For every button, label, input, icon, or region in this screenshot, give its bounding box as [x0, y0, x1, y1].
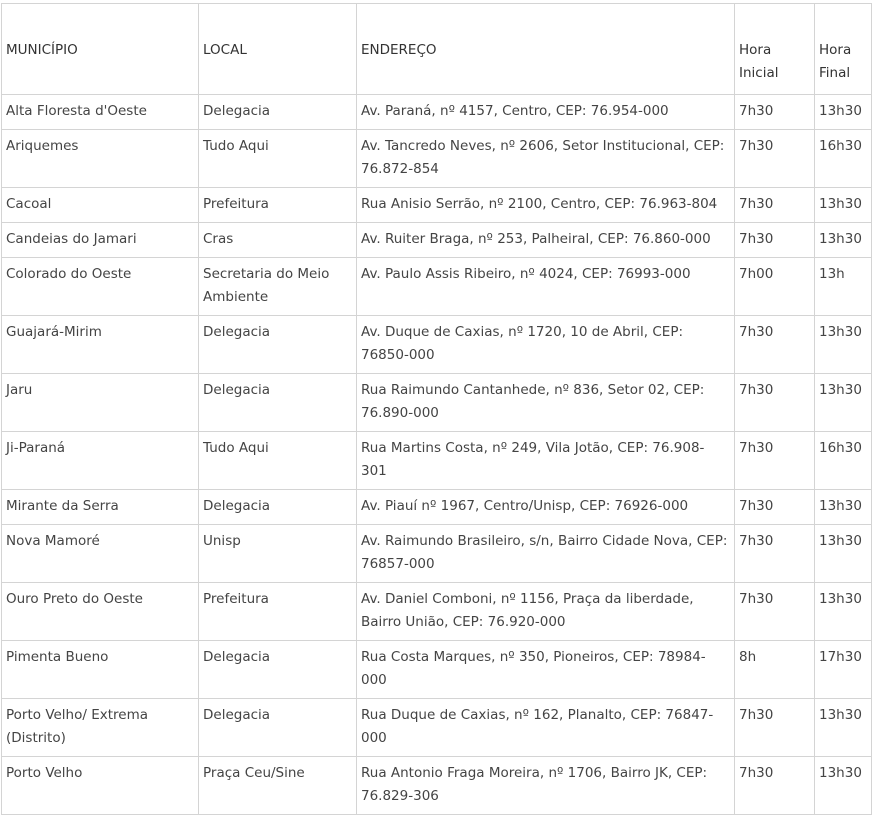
cell-local: Delegacia — [199, 490, 357, 525]
cell-hora-final: 13h30 — [815, 583, 872, 641]
table-row — [2, 757, 872, 815]
cell-municipio: Ouro Preto do Oeste — [2, 583, 199, 641]
cell-municipio: Ji-Paraná — [2, 432, 199, 490]
table-body — [2, 95, 872, 815]
table-row — [2, 188, 872, 223]
cell-endereco: Av. Paulo Assis Ribeiro, nº 4024, CEP: 76993-000 — [357, 258, 735, 316]
header-hora-inicial: Hora Inicial — [735, 4, 815, 95]
cell-hora-inicial: 7h30 — [735, 130, 815, 188]
cell-hora-final: 16h30 — [815, 130, 872, 188]
cell-hora-inicial: 7h30 — [735, 223, 815, 258]
cell-hora-inicial: 7h30 — [735, 188, 815, 223]
cell-municipio: Guajará-Mirim — [2, 316, 199, 374]
cell-endereco: Rua Duque de Caxias, nº 162, Planalto, CEP: 76847-000 — [357, 699, 735, 757]
cell-endereco: Rua Raimundo Cantanhede, nº 836, Setor 02, CEP: 76.890-000 — [357, 374, 735, 432]
header-municipio: MUNICÍPIO — [2, 4, 199, 95]
cell-municipio: Jaru — [2, 374, 199, 432]
cell-endereco: Rua Costa Marques, nº 350, Pioneiros, CEP: 78984-000 — [357, 641, 735, 699]
schedule-table — [1, 3, 872, 815]
cell-municipio: Ariquemes — [2, 130, 199, 188]
cell-hora-inicial: 7h30 — [735, 316, 815, 374]
cell-local: Tudo Aqui — [199, 432, 357, 490]
cell-endereco: Rua Antonio Fraga Moreira, nº 1706, Bairro JK, CEP: 76.829-306 — [357, 757, 735, 815]
cell-hora-inicial: 7h30 — [735, 95, 815, 130]
cell-hora-final: 17h30 — [815, 641, 872, 699]
table-row — [2, 525, 872, 583]
cell-endereco: Av. Raimundo Brasileiro, s/n, Bairro Cidade Nova, CEP: 76857-000 — [357, 525, 735, 583]
cell-municipio: Candeias do Jamari — [2, 223, 199, 258]
header-local: LOCAL — [199, 4, 357, 95]
cell-local: Delegacia — [199, 641, 357, 699]
table-row — [2, 432, 872, 490]
cell-hora-final: 13h30 — [815, 525, 872, 583]
cell-endereco: Av. Daniel Comboni, nº 1156, Praça da liberdade, Bairro União, CEP: 76.920-000 — [357, 583, 735, 641]
cell-hora-inicial: 7h30 — [735, 432, 815, 490]
table-row — [2, 374, 872, 432]
cell-local: Praça Ceu/Sine — [199, 757, 357, 815]
header-endereco: ENDEREÇO — [357, 4, 735, 95]
cell-hora-inicial: 7h30 — [735, 490, 815, 525]
cell-local: Cras — [199, 223, 357, 258]
cell-municipio: Porto Velho — [2, 757, 199, 815]
cell-hora-inicial: 7h00 — [735, 258, 815, 316]
cell-hora-final: 13h — [815, 258, 872, 316]
cell-hora-final: 13h30 — [815, 223, 872, 258]
cell-hora-final: 13h30 — [815, 757, 872, 815]
cell-hora-final: 13h30 — [815, 490, 872, 525]
cell-hora-inicial: 7h30 — [735, 757, 815, 815]
cell-hora-final: 16h30 — [815, 432, 872, 490]
cell-hora-inicial: 7h30 — [735, 583, 815, 641]
cell-local: Secretaria do Meio Ambiente — [199, 258, 357, 316]
table-row — [2, 641, 872, 699]
table-header-row — [2, 4, 872, 95]
cell-local: Delegacia — [199, 374, 357, 432]
cell-local: Delegacia — [199, 95, 357, 130]
cell-endereco: Av. Tancredo Neves, nº 2606, Setor Institucional, CEP: 76.872-854 — [357, 130, 735, 188]
table-row — [2, 699, 872, 757]
cell-municipio: Porto Velho/ Extrema (Distrito) — [2, 699, 199, 757]
cell-hora-inicial: 7h30 — [735, 525, 815, 583]
cell-hora-final: 13h30 — [815, 699, 872, 757]
cell-endereco: Av. Ruiter Braga, nº 253, Palheiral, CEP: 76.860-000 — [357, 223, 735, 258]
cell-hora-final: 13h30 — [815, 374, 872, 432]
header-hora-final: Hora Final — [815, 4, 872, 95]
cell-municipio: Nova Mamoré — [2, 525, 199, 583]
table-row — [2, 95, 872, 130]
cell-local: Prefeitura — [199, 583, 357, 641]
cell-municipio: Colorado do Oeste — [2, 258, 199, 316]
cell-hora-final: 13h30 — [815, 316, 872, 374]
cell-local: Delegacia — [199, 699, 357, 757]
cell-municipio: Pimenta Bueno — [2, 641, 199, 699]
cell-endereco: Av. Paraná, nº 4157, Centro, CEP: 76.954-000 — [357, 95, 735, 130]
cell-local: Tudo Aqui — [199, 130, 357, 188]
cell-local: Unisp — [199, 525, 357, 583]
table-row — [2, 316, 872, 374]
table-row — [2, 258, 872, 316]
cell-local: Delegacia — [199, 316, 357, 374]
cell-hora-inicial: 7h30 — [735, 699, 815, 757]
cell-municipio: Mirante da Serra — [2, 490, 199, 525]
cell-hora-inicial: 7h30 — [735, 374, 815, 432]
table-row — [2, 490, 872, 525]
cell-hora-final: 13h30 — [815, 95, 872, 130]
table-row — [2, 130, 872, 188]
cell-endereco: Av. Piauí nº 1967, Centro/Unisp, CEP: 76926-000 — [357, 490, 735, 525]
cell-hora-inicial: 8h — [735, 641, 815, 699]
table-row — [2, 223, 872, 258]
cell-endereco: Rua Anisio Serrão, nº 2100, Centro, CEP: 76.963-804 — [357, 188, 735, 223]
table-row — [2, 583, 872, 641]
cell-municipio: Alta Floresta d'Oeste — [2, 95, 199, 130]
cell-local: Prefeitura — [199, 188, 357, 223]
cell-endereco: Rua Martins Costa, nº 249, Vila Jotão, CEP: 76.908-301 — [357, 432, 735, 490]
cell-endereco: Av. Duque de Caxias, nº 1720, 10 de Abril, CEP: 76850-000 — [357, 316, 735, 374]
cell-municipio: Cacoal — [2, 188, 199, 223]
cell-hora-final: 13h30 — [815, 188, 872, 223]
